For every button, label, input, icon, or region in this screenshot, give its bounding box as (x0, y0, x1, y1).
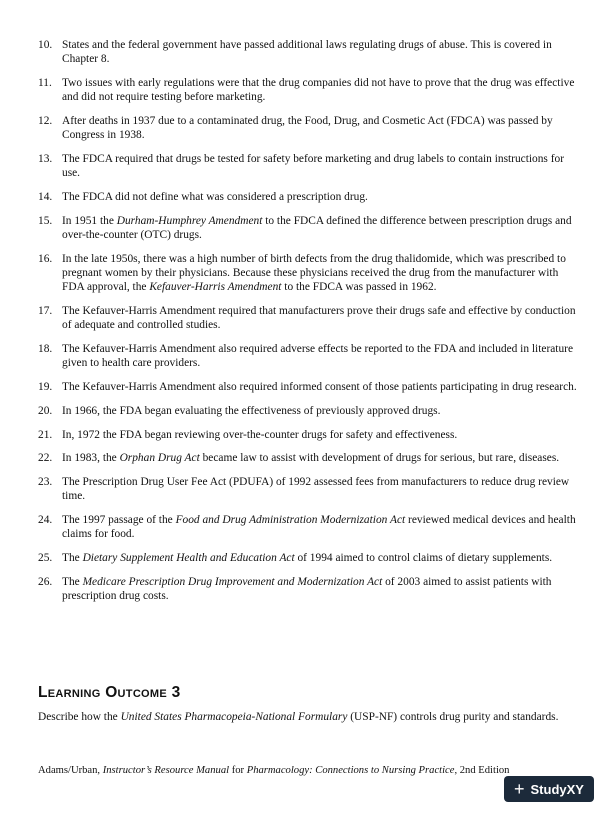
text-run: In, 1972 the FDA began reviewing over-the-counter drugs for safety and effectiveness. (62, 428, 458, 441)
list-item (38, 551, 578, 565)
list-item-text (62, 215, 572, 241)
learning-outcome-text (38, 710, 578, 724)
list-item (38, 152, 578, 180)
text-run: became law to assist with development of drugs for serious, but rare, diseases. (199, 452, 560, 465)
text-run: The FDCA did not define what was considered a prescription drug. (62, 191, 368, 203)
numbered-list (38, 38, 578, 613)
list-item-number: 18. (38, 343, 53, 355)
italic-title: Durham-Humphrey Amendment (116, 214, 263, 227)
text-run: The FDCA required that drugs be tested for safety before marketing and drug labels to contain instructions for use. (62, 153, 564, 180)
text-run: for (229, 765, 247, 776)
list-item (38, 38, 578, 66)
list-item-number: 14. (38, 191, 53, 203)
list-item-number: 23. (38, 476, 53, 489)
list-item-text (62, 476, 569, 502)
text-run: The (62, 575, 83, 588)
text-run: The Prescription Drug User Fee Act (PDUFA) of 1992 assessed fees from manufacturers to reduce drug review time. (62, 476, 570, 503)
list-item-text (62, 514, 576, 540)
list-item (38, 304, 578, 332)
list-item-number: 15. (38, 214, 53, 227)
list-item (38, 252, 578, 295)
badge-label: StudyXY (530, 781, 584, 797)
text-run: Adams/Urban, (38, 765, 103, 776)
list-item (38, 404, 578, 418)
list-item-text (62, 305, 576, 331)
learning-outcome-heading: Learning Outcome 3 (38, 684, 181, 701)
text-run: States and the federal government have passed additional laws regulating drugs of abuse. This is covered in Chapter 8. (62, 39, 552, 66)
list-item-number: 19. (38, 381, 53, 393)
list-item-number: 21. (38, 428, 53, 441)
italic-title: Medicare Prescription Drug Improvement and Modernization Act (82, 575, 383, 588)
list-item (38, 76, 578, 104)
list-item-text (62, 115, 553, 141)
list-item-text (62, 552, 552, 564)
text-run: In 1966, the FDA began evaluating the effectiveness of previously approved drugs. (62, 404, 441, 417)
list-item (38, 380, 578, 394)
list-item-text (62, 452, 559, 464)
text-run: In 1951 the (62, 214, 117, 227)
italic-title: Food and Drug Administration Modernization Act (175, 514, 406, 527)
italic-title: United States Pharmacopeia-National Formulary (120, 711, 348, 723)
list-item (38, 513, 578, 541)
text-run: The Kefauver-Harris Amendment also required informed consent of those patients participating in drug research. (62, 381, 577, 393)
studyxy-badge[interactable] (504, 776, 594, 802)
list-item (38, 190, 578, 204)
list-item (38, 114, 578, 142)
list-item-number: 11. (38, 77, 52, 89)
text-run: After deaths in 1937 due to a contaminated drug, the Food, Drug, and Cosmetic Act (FDCA) was passed by Congress in 1938. (62, 115, 553, 142)
italic-title: Pharmacology: Connections to Nursing Practice (246, 765, 455, 776)
list-item (38, 214, 578, 242)
list-item (38, 575, 578, 603)
text-run: (USP-NF) controls drug purity and standards. (347, 711, 559, 723)
text-run: reviewed medical devices and health claims for food. (62, 514, 576, 541)
list-item-number: 10. (38, 39, 53, 51)
list-item-text (62, 253, 566, 293)
italic-title: Dietary Supplement Health and Education Act (82, 552, 295, 565)
list-item-text (62, 343, 573, 369)
list-item-number: 13. (38, 153, 53, 165)
list-item-number: 17. (38, 305, 53, 317)
list-item (38, 475, 578, 503)
list-item (38, 451, 578, 465)
list-item-number: 22. (38, 452, 53, 465)
list-item-number: 12. (38, 115, 53, 127)
list-item-number: 20. (38, 404, 53, 417)
list-item-text (62, 429, 457, 441)
list-item (38, 342, 578, 370)
list-item-number: 16. (38, 252, 53, 265)
text-run: The 1997 passage of the (62, 514, 176, 527)
italic-title: Kefauver-Harris Amendment (149, 281, 282, 294)
list-item (38, 428, 578, 442)
list-item-text (62, 191, 368, 203)
list-item-text (62, 39, 552, 65)
text-run: to the FDCA was passed in 1962. (281, 281, 437, 294)
text-run: The Kefauver-Harris Amendment also required adverse effects be reported to the FDA and included in literature given to health care providers. (62, 343, 573, 370)
list-item-number: 24. (38, 514, 53, 527)
text-run: , 2nd Edition (454, 765, 510, 776)
list-item-text (62, 381, 577, 393)
text-run: to the FDCA defined the difference between prescription drugs and over-the-counter (OTC) drugs. (62, 214, 572, 241)
list-item-text (62, 77, 574, 103)
list-item-text (62, 153, 564, 179)
text-run: of 2003 aimed to assist patients with prescription drug costs. (62, 575, 552, 603)
list-item-number: 26. (38, 575, 53, 588)
text-run: Two issues with early regulations were that the drug companies did not have to prove that the drug was effective and did not require testing before marketing. (62, 77, 575, 104)
text-run: Describe how the (38, 711, 121, 723)
text-run: In 1983, the (62, 452, 120, 465)
page-footer (38, 764, 509, 777)
text-run: The (62, 552, 83, 565)
list-item-text (62, 405, 440, 417)
list-item-text (62, 576, 552, 602)
plus-icon: + (514, 779, 525, 799)
list-item-number: 25. (38, 552, 53, 565)
text-run: The Kefauver-Harris Amendment required that manufacturers prove their drugs safe and effective by conduction of adequate and controlled studies. (62, 305, 576, 332)
text-run: In the late 1950s, there was a high number of birth defects from the drug thalidomide, which was prescribed to pregnant women by their physicians. Because these physicians received the drug from the manufacturer with FDA approval, the (62, 252, 566, 294)
text-run: of 1994 aimed to control claims of dietary supplements. (294, 552, 553, 565)
italic-title: Orphan Drug Act (119, 452, 200, 465)
italic-title: Instructor’s Resource Manual (102, 765, 230, 776)
